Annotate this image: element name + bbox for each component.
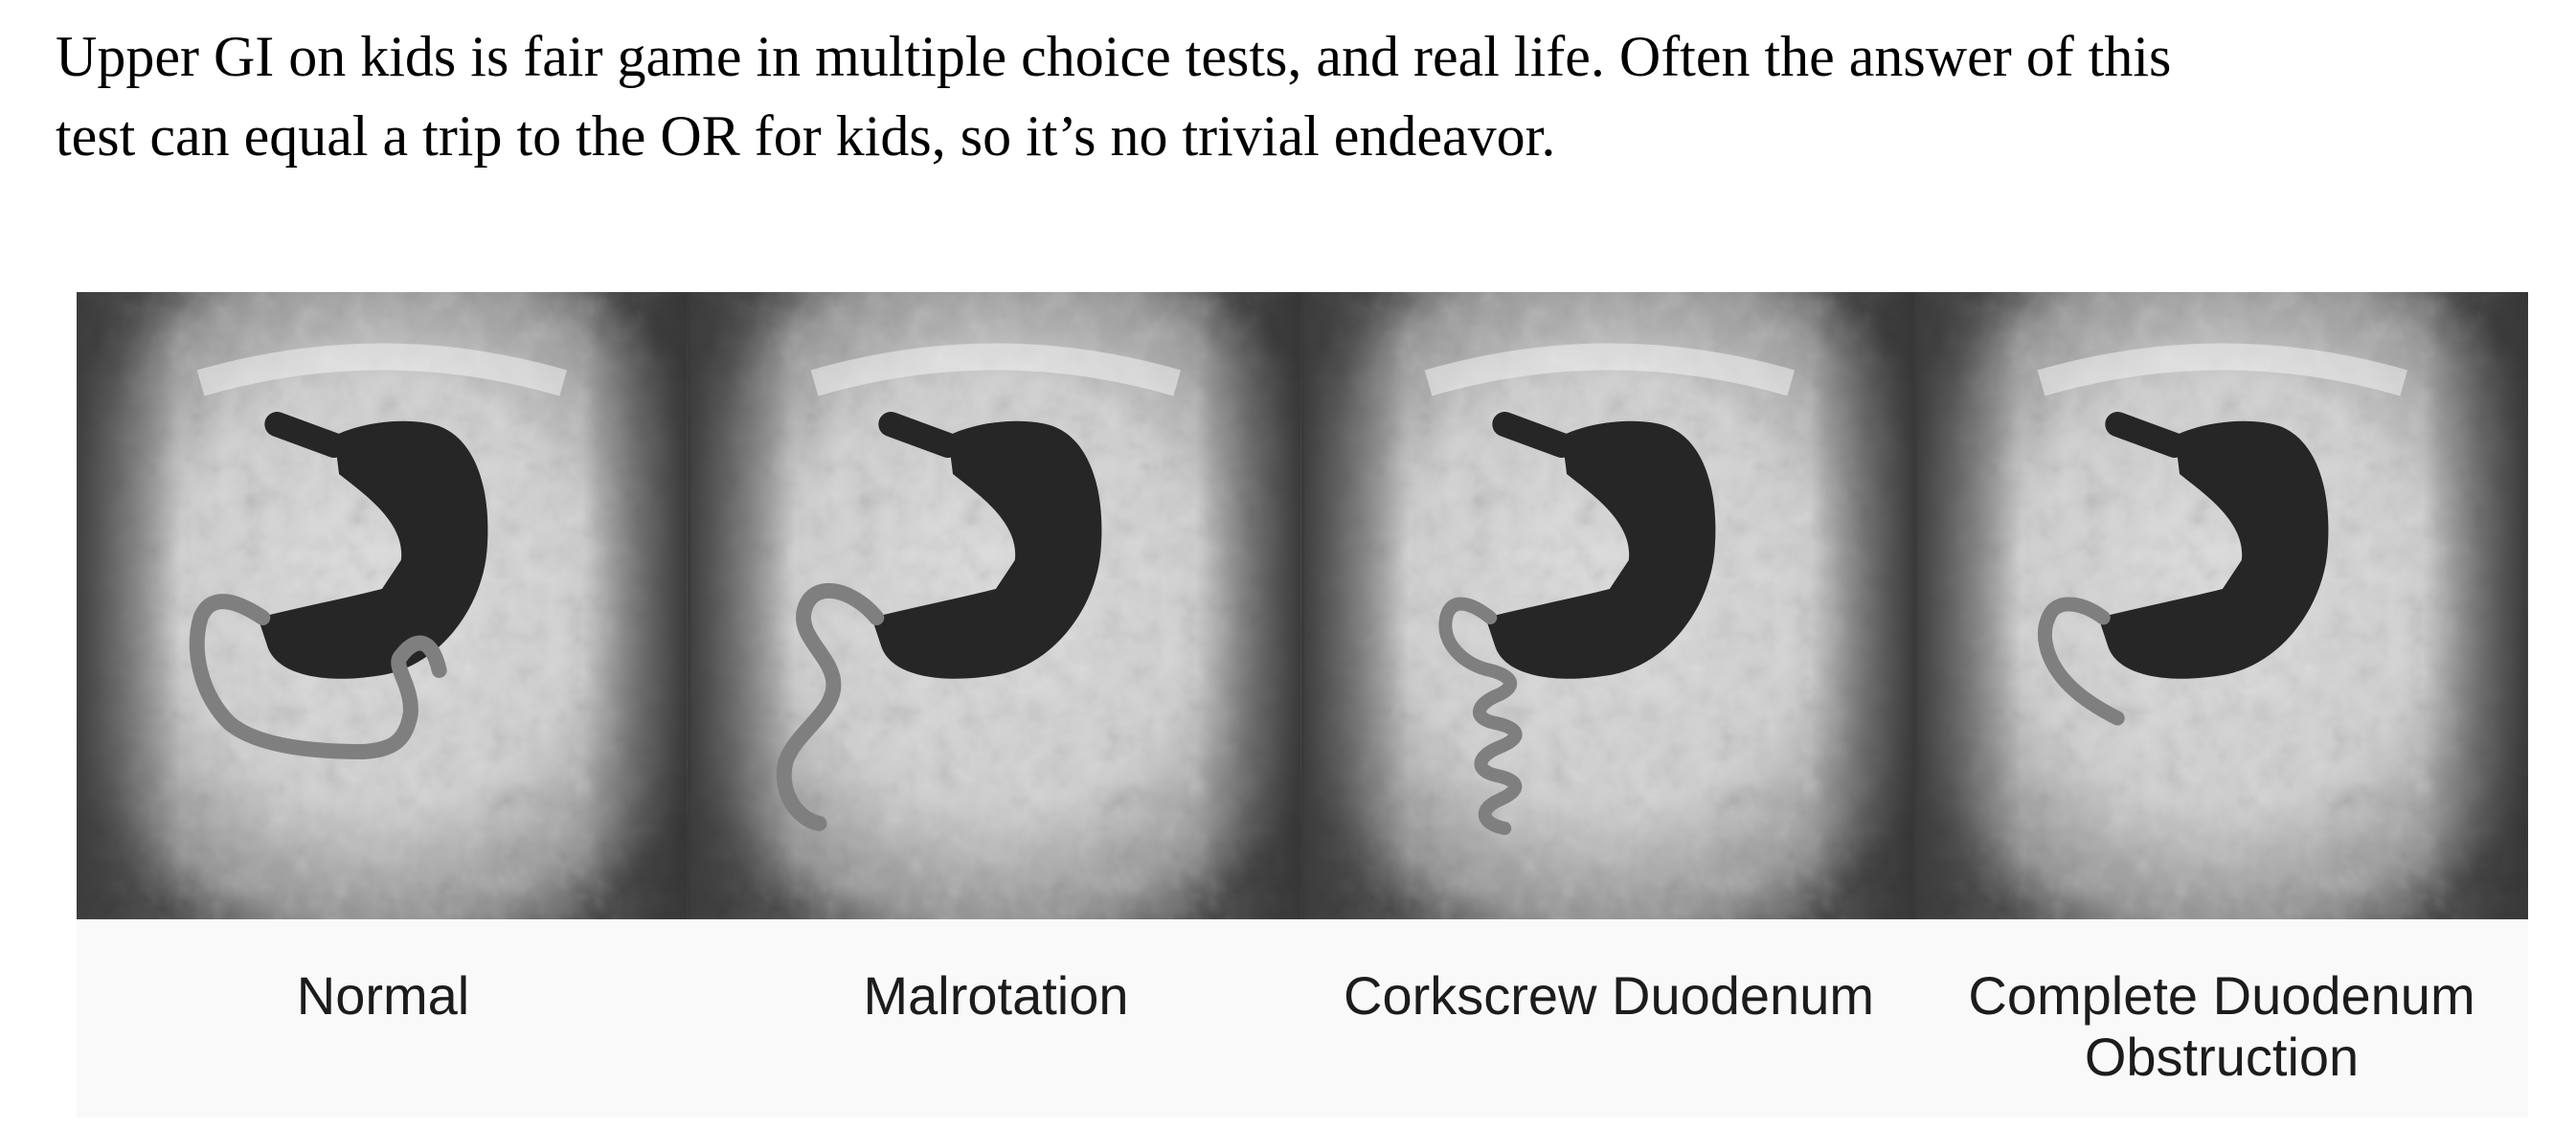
caption-corkscrew xyxy=(1302,919,1915,1118)
xray-panel-malrotation xyxy=(690,292,1304,919)
intro-paragraph xyxy=(56,17,2450,176)
xray-image-malrotation xyxy=(690,292,1301,919)
xray-panel-obstruction xyxy=(1917,292,2528,919)
figure-captions xyxy=(77,919,2528,1118)
xray-side-shadow xyxy=(1917,292,2022,919)
xray-side-shadow xyxy=(1196,292,1301,919)
xray-side-shadow xyxy=(2423,292,2528,919)
caption-line: Complete Duodenum xyxy=(1968,965,2475,1026)
caption-line: Corkscrew Duodenum xyxy=(1344,965,1874,1026)
xray-panel-corkscrew xyxy=(1304,292,1918,919)
caption-normal xyxy=(77,919,689,1118)
intro-line-1: Upper GI on kids is fair game in multiple choice tests, and real life. Often the answer of this xyxy=(56,25,2172,88)
caption-line: Obstruction xyxy=(2084,1027,2360,1087)
caption-obstruction xyxy=(1915,919,2528,1118)
upper-gi-figure xyxy=(77,292,2528,1118)
intro-line-2: test can equal a trip to the OR for kids, so it’s no trivial endeavor. xyxy=(56,104,1556,168)
xray-side-shadow xyxy=(77,292,182,919)
xray-panels xyxy=(77,292,2528,919)
caption-malrotation xyxy=(689,919,1302,1118)
caption-line: Malrotation xyxy=(863,965,1129,1026)
xray-side-shadow xyxy=(1810,292,1915,919)
xray-side-shadow xyxy=(690,292,796,919)
xray-image-obstruction xyxy=(1917,292,2528,919)
xray-panel-normal xyxy=(77,292,690,919)
xray-image-corkscrew xyxy=(1304,292,1915,919)
xray-image-normal xyxy=(77,292,688,919)
caption-line: Normal xyxy=(296,965,470,1026)
xray-side-shadow xyxy=(582,292,688,919)
xray-side-shadow xyxy=(1304,292,1410,919)
